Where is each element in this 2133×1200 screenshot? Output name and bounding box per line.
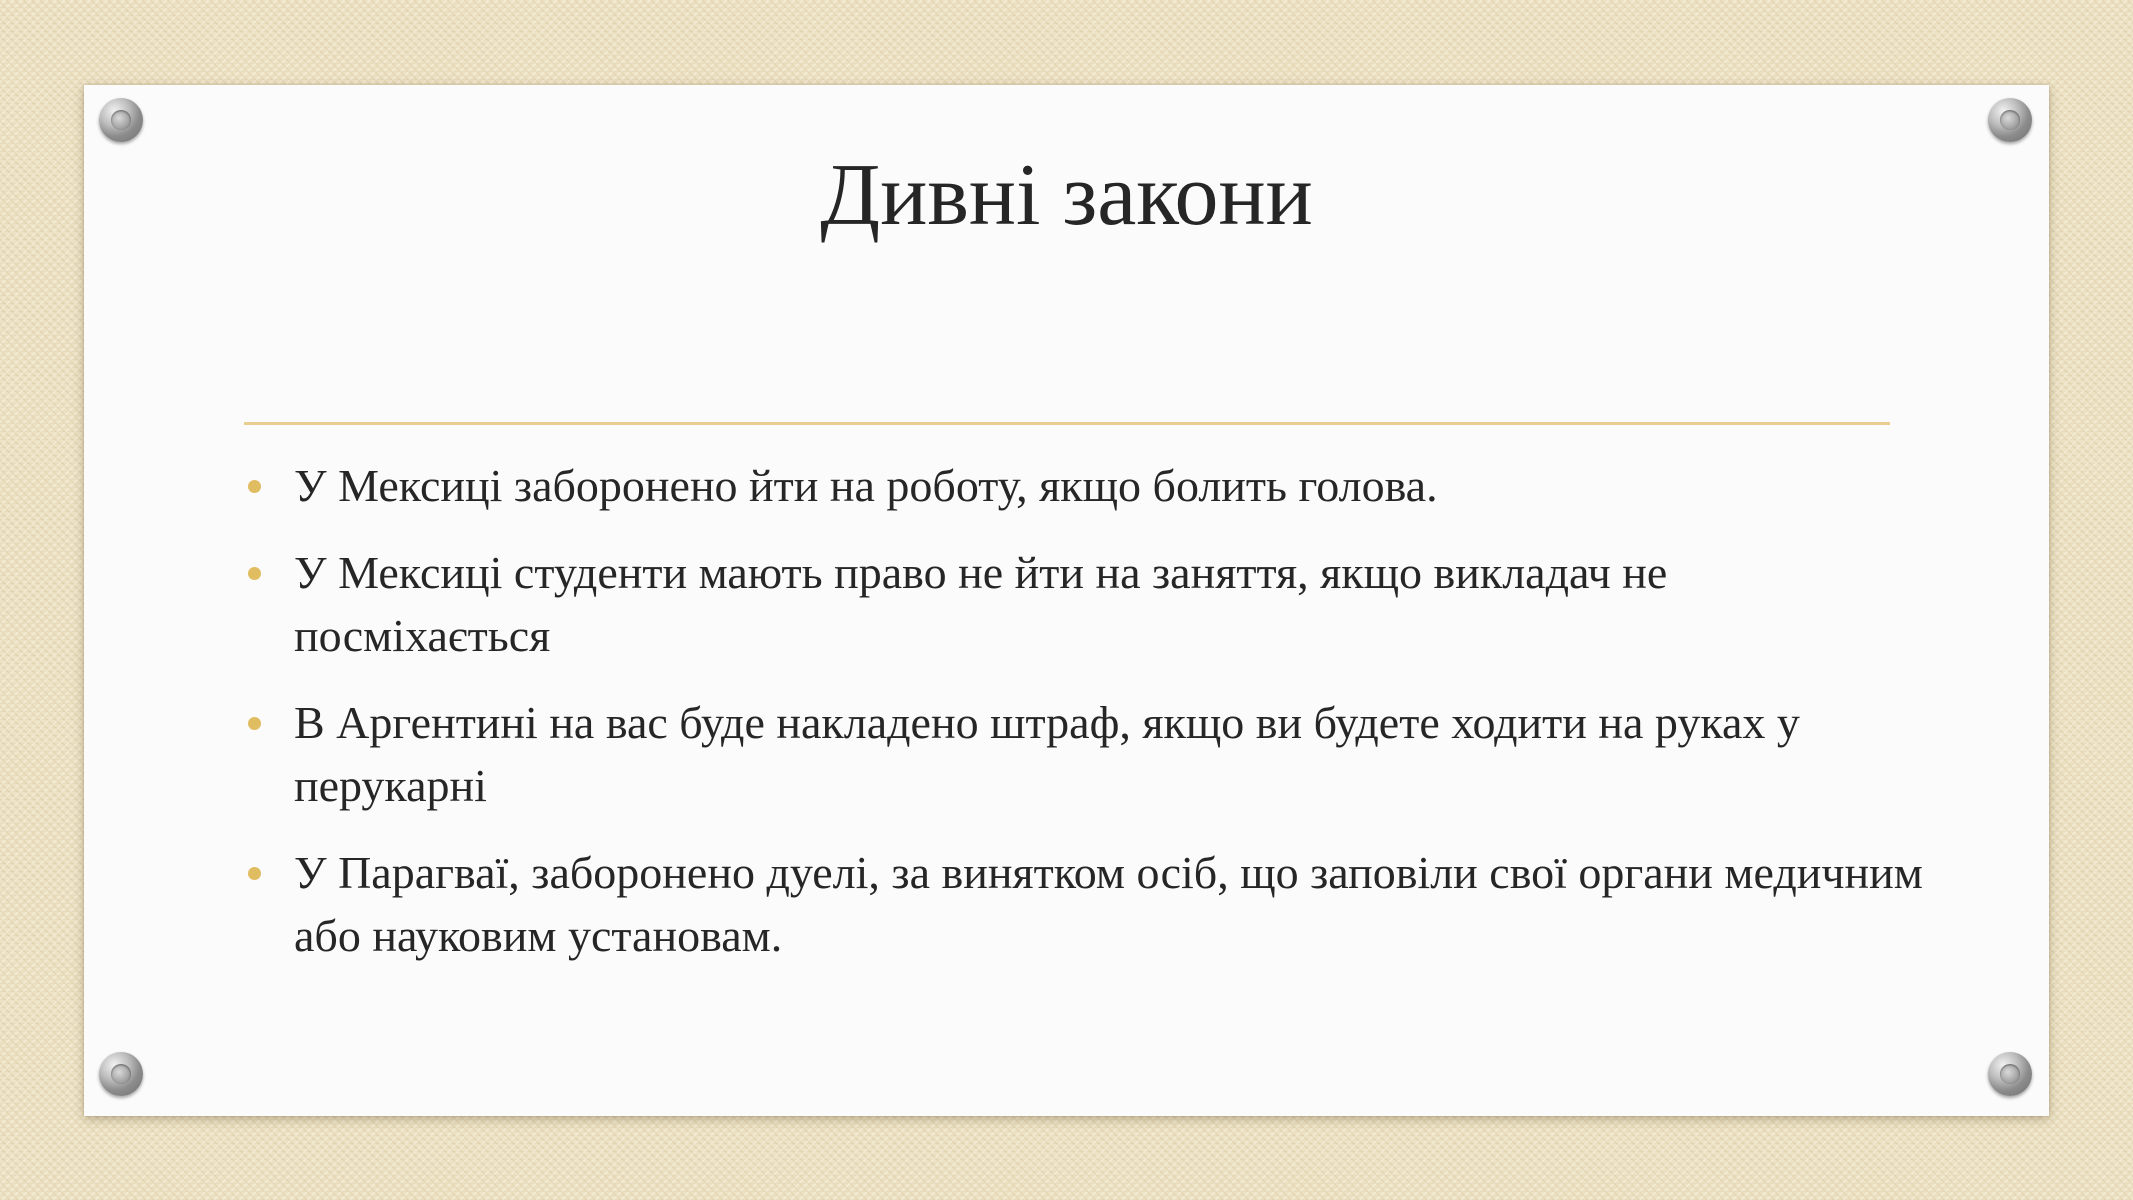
bullet-list	[244, 454, 1924, 991]
grommet-icon	[99, 1052, 143, 1096]
bullet-text: В Аргентині на вас буде накладено штраф, якщо ви будете ходити на руках у перукарні	[294, 697, 1800, 811]
grommet-icon	[1988, 1052, 2032, 1096]
grommet-icon	[99, 98, 143, 142]
bullet-item	[244, 691, 1924, 817]
slide-title: Дивні закони	[820, 147, 1313, 244]
bullet-item	[244, 454, 1924, 517]
bullet-dot-icon	[248, 567, 261, 580]
bullet-dot-icon	[248, 480, 261, 493]
bullet-item	[244, 841, 1924, 967]
bullet-dot-icon	[248, 717, 261, 730]
bullet-text: У Парагваї, заборонено дуелі, за винятком осіб, що заповіли свої органи медичним або науковим установам.	[294, 847, 1923, 961]
bullet-text: У Мексиці студенти мають право не йти на заняття, якщо викладач не посміхається	[294, 547, 1668, 661]
title-divider	[244, 422, 1890, 425]
bullet-text: У Мексиці заборонено йти на роботу, якщо болить голова.	[294, 460, 1438, 511]
bullet-item	[244, 541, 1924, 667]
bullet-dot-icon	[248, 867, 261, 880]
grommet-icon	[1988, 98, 2032, 142]
